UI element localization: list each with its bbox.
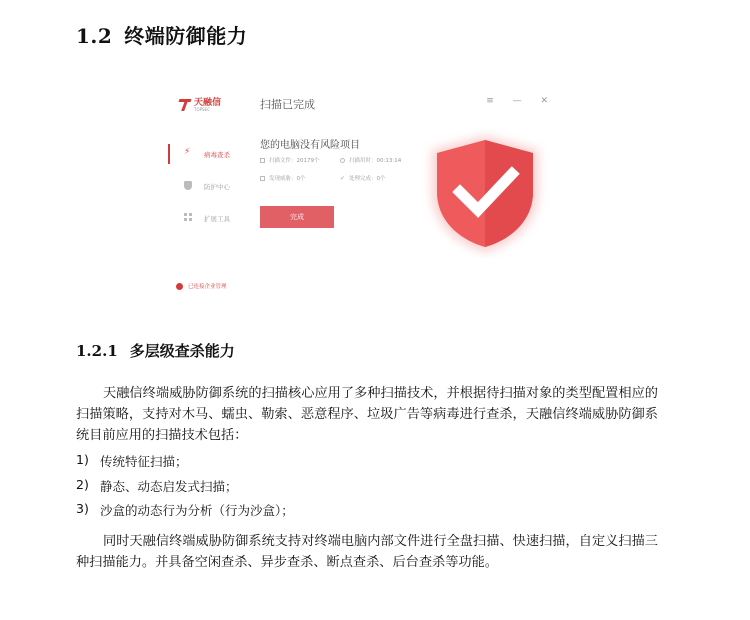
app-logo: [178, 98, 221, 112]
sidebar-item-virus-scan[interactable]: [168, 138, 248, 170]
section-title: 终端防御能力: [124, 24, 248, 48]
paragraph-2: 同时天融信终端威胁防御系统支持对终端电脑内部文件进行全盘扫描、快速扫描，自定义扫描三种扫描能力。并具备空闲查杀、异步查杀、断点查杀、后台查杀等功能。: [76, 534, 658, 570]
shield-check-icon: [420, 128, 550, 258]
list-text: 静态、动态启发式扫描；: [100, 478, 238, 494]
check-icon: ✓: [340, 174, 346, 182]
app-screenshot: [168, 88, 566, 300]
stat-label: 处理完成：0个: [349, 176, 386, 182]
list-text: 沙盒的动态行为分析（行为沙盒）；: [100, 503, 294, 518]
section-heading: [76, 20, 247, 49]
done-button[interactable]: 完成: [260, 206, 334, 228]
lightning-icon: [184, 149, 194, 159]
connected-icon: [176, 283, 183, 290]
app-sidebar: [168, 138, 248, 234]
list-number: 3): [76, 501, 89, 516]
section-number: 1.2: [76, 24, 113, 48]
stat-label: 扫描文件：20179个: [269, 158, 320, 164]
stat-files: [260, 156, 340, 164]
logo-name: 天融信: [194, 97, 222, 108]
list-number: 2): [76, 476, 89, 492]
manage-label: 已连接企业管理: [188, 284, 227, 290]
subsection-title: 多层级查杀能力: [129, 342, 235, 360]
shield-icon: [184, 181, 192, 190]
grid-icon: [184, 213, 192, 221]
sidebar-item-label: 扩展工具: [204, 214, 230, 223]
list-text: 传统特征扫描；: [100, 454, 188, 469]
enterprise-manage-link[interactable]: [176, 282, 227, 290]
sidebar-item-label: 病毒查杀: [204, 150, 230, 159]
list-item: [76, 477, 294, 502]
shield-small-icon: [260, 176, 265, 181]
logo-sub: TOPSEC: [194, 106, 210, 112]
sidebar-item-label: 防护中心: [204, 182, 230, 191]
stat-label: 扫描用时：00:13:14: [349, 158, 402, 164]
stat-time: [340, 156, 420, 164]
technique-list: [76, 452, 294, 526]
list-item: [76, 452, 294, 477]
subsection-heading: [76, 340, 235, 361]
window-controls[interactable]: ≡ — ✕: [486, 96, 556, 106]
sidebar-item-tools[interactable]: [168, 202, 248, 234]
stat-handled: [340, 174, 420, 182]
paragraph-1: 天融信终端威胁防御系统的扫描核心应用了多种扫描技术，并根据待扫描对象的类型配置相应的扫描策略，支持对木马、蠕虫、勒索、恶意程序、垃圾广告等病毒进行查杀，天融信终端威胁防御系统目前应用的扫描技术包括：: [76, 386, 658, 443]
list-item: [76, 501, 294, 526]
scan-stats: [260, 156, 420, 192]
sidebar-item-protection[interactable]: [168, 170, 248, 202]
stat-threats: [260, 174, 340, 182]
topsec-logo-icon: [178, 98, 194, 112]
stat-label: 发现威胁：0个: [269, 176, 306, 182]
app-title: 扫描已完成: [260, 98, 315, 111]
clock-icon: [340, 158, 345, 163]
subsection-number: 1.2.1: [76, 342, 118, 360]
result-title: 您的电脑没有风险项目: [260, 140, 360, 151]
file-icon: [260, 158, 265, 163]
list-number: 1): [76, 452, 89, 467]
